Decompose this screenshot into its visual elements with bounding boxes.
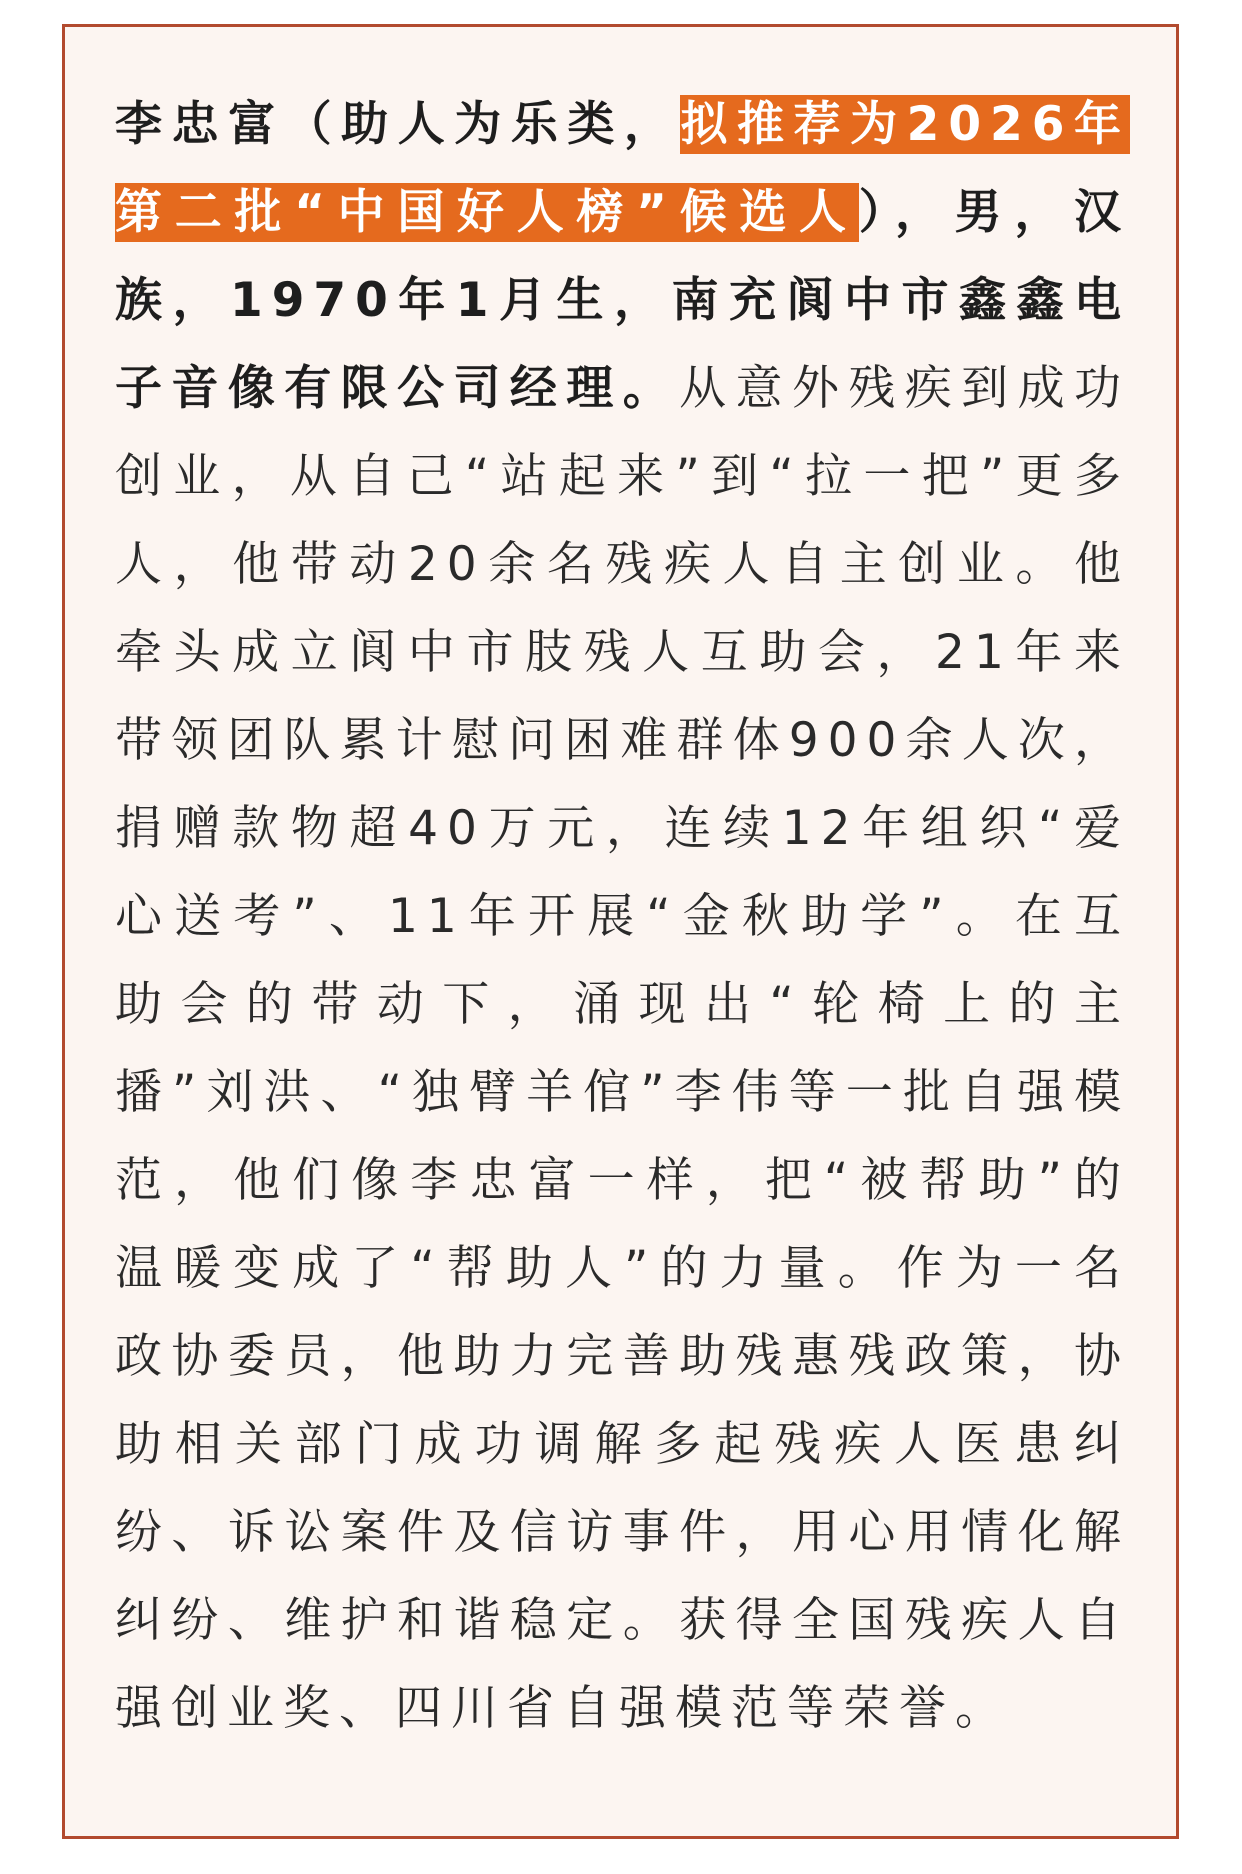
bordered-text-card (62, 24, 1179, 1839)
intro-bold-text-continued: ），男，汉族，1970年1月生，南充阆中市鑫鑫电子音像有限公司经理。 (115, 185, 1131, 416)
profile-body-text: 从意外残疾到成功创业，从自己“站起来”到“拉一把”更多人，他带动20余名残疾人自主创业。他牵头成立阆中市肢残人互助会，21年来带领团队累计慰问困难群体900余人次，捐赠款物超40万元，连续12年组织“爱心送考”、11年开展“金秋助学”。在互助会的带动下，涌现出“轮椅上的主播”刘洪、“独臂羊倌”李伟等一批自强模范，他们像李忠富一样，把“被帮助”的温暖变成了“帮助人”的力量。作为一名政协委员，他助力完善助残惠残政策，协助相关部门成功调解多起残疾人医患纠纷、诉讼案件及信访事件，用心用情化解纠纷、维护和谐稳定。获得全国残疾人自强创业奖、四川省自强模范等荣誉。 (115, 361, 1131, 1736)
recommendation-highlight: 拟推荐为2026年第二批“中国好人榜”候选人 (115, 97, 1131, 240)
intro-bold-text: 李忠富（助人为乐类， (115, 97, 681, 152)
profile-paragraph (115, 81, 1130, 1753)
